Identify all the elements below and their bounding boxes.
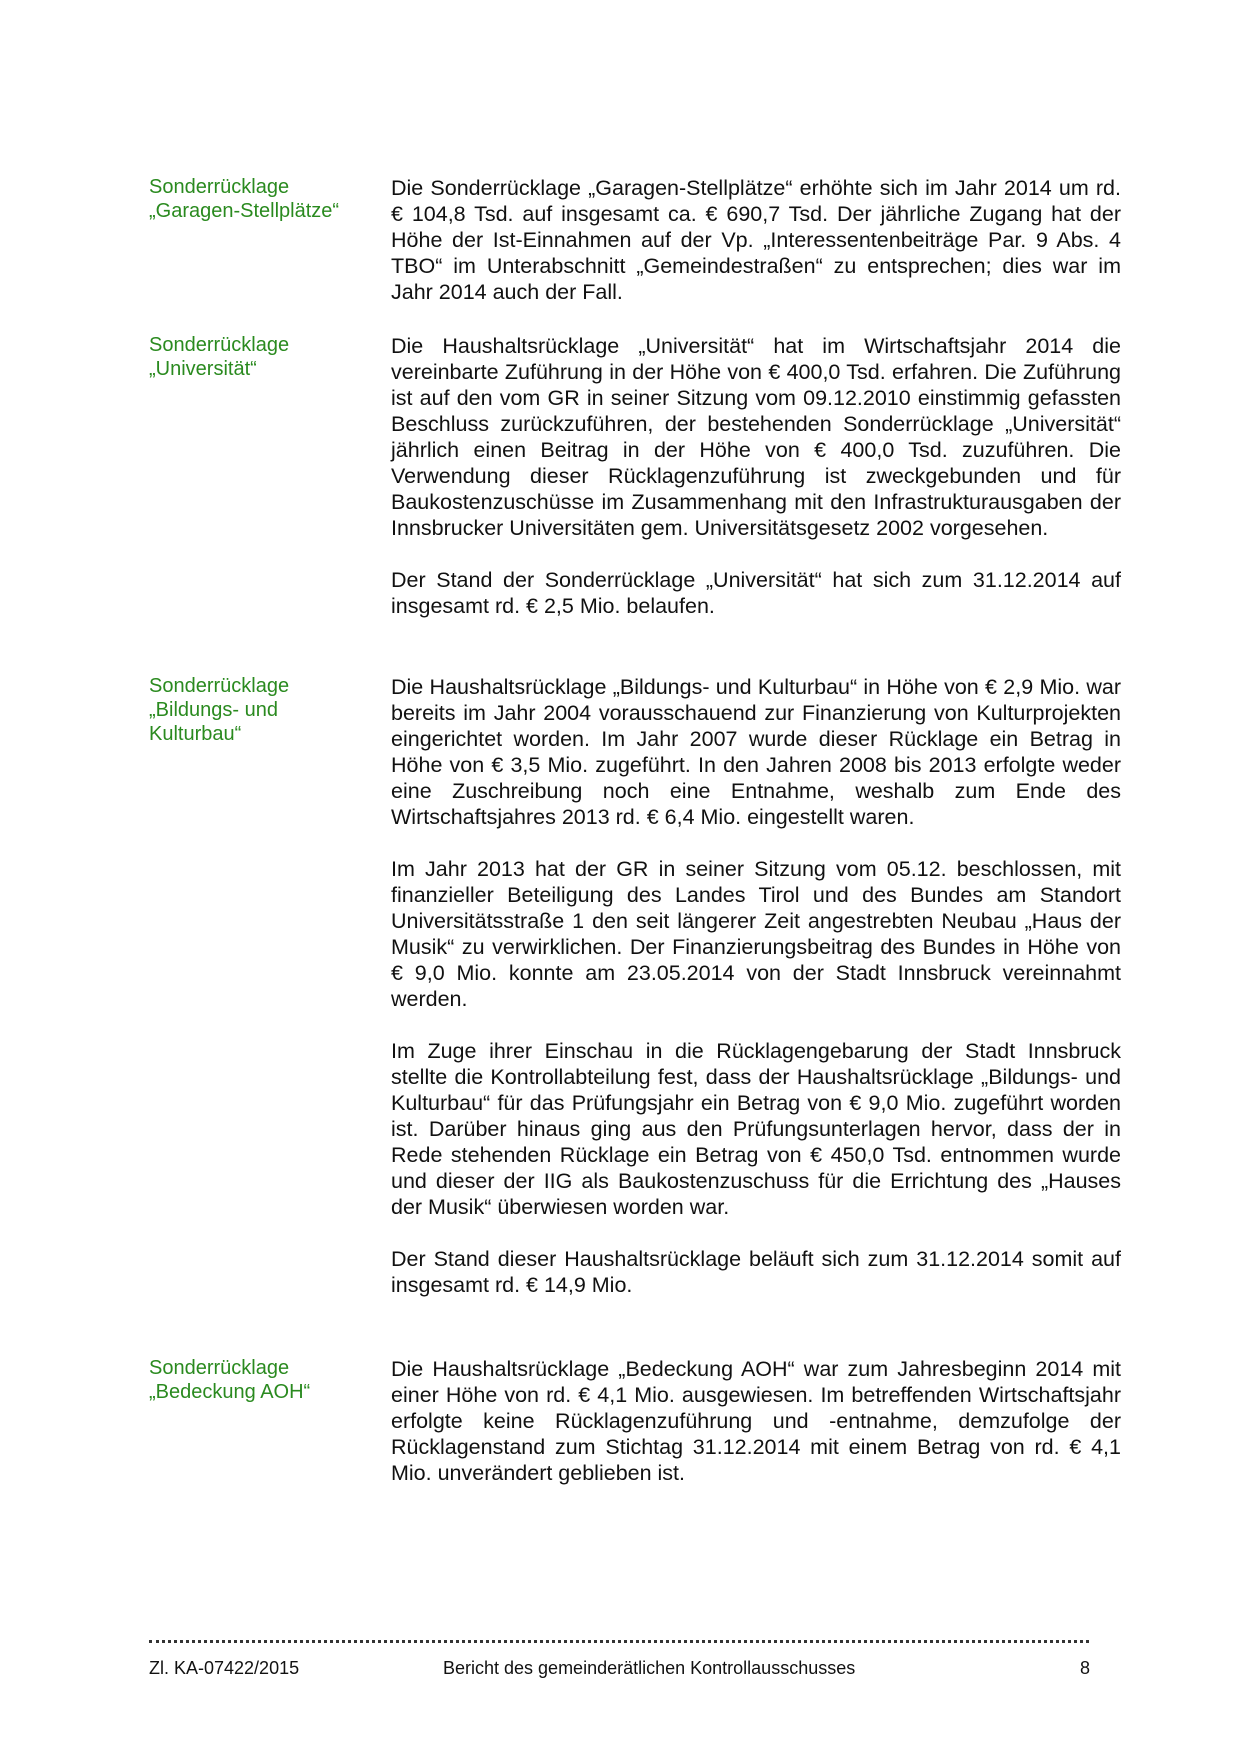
paragraph: Die Haushaltsrücklage „Bildungs- und Kulturbau“ in Höhe von € 2,9 Mio. war bereits im Jahr 2004 vorausschauend zur Finanzierung von Kulturprojekten eingerichtet worden. Im Jahr 2007 wurde dieser Rücklage ein Betrag in Höhe von € 3,5 Mio. zugeführt. In den Jahren 2008 bis 2013 erfolgte weder eine Zuschreibung noch eine Entnahme, weshalb zum Ende des Wirtschaftsjahres 2013 rd. € 6,4 Mio. eingestellt waren. — [391, 675, 1121, 829]
paragraph: Der Stand dieser Haushaltsrücklage beläuft sich zum 31.12.2014 somit auf insgesamt rd. € 14,9 Mio. — [391, 1247, 1121, 1297]
section-label-line: Kulturbau“ — [149, 723, 242, 745]
section-label-line: Sonderrücklage — [149, 176, 290, 198]
section-body — [391, 1356, 1121, 1486]
footer-divider — [149, 1640, 1089, 1643]
section-label — [149, 333, 359, 381]
paragraph: Der Stand der Sonderrücklage „Universität“ hat sich zum 31.12.2014 auf insgesamt rd. € 2,5 Mio. belaufen. — [391, 568, 1121, 618]
section-body — [391, 175, 1121, 305]
paragraph: Die Sonderrücklage „Garagen-Stellplätze“ erhöhte sich im Jahr 2014 um rd. € 104,8 Tsd. auf insgesamt ca. € 690,7 Tsd. Der jährliche Zugang hat der Höhe der Ist-Einnahmen auf der Vp. „Interessentenbeiträge Par. 9 Abs. 4 TBO“ im Unterabschnitt „Gemeindestraßen“ zu entsprechen; dies war im Jahr 2014 auch der Fall. — [391, 176, 1121, 304]
page-number: 8 — [1079, 1658, 1090, 1678]
section-label-line: Sonderrücklage — [149, 1357, 290, 1379]
paragraph: Im Jahr 2013 hat der GR in seiner Sitzung vom 05.12. beschlossen, mit finanzieller Beteiligung des Landes Tirol und des Bundes am Standort Universitätsstraße 1 den seit längerer Zeit angestrebten Neubau „Haus der Musik“ zu verwirklichen. Der Finanzierungsbeitrag des Bundes in Höhe von € 9,0 Mio. konnte am 23.05.2014 von der Stadt Innsbruck vereinnahmt werden. — [391, 857, 1121, 1011]
section-label — [149, 1356, 359, 1404]
paragraph: Die Haushaltsrücklage „Universität“ hat im Wirtschaftsjahr 2014 die vereinbarte Zuführung in der Höhe von € 400,0 Tsd. erfahren. Die Zuführung ist auf den vom GR in seiner Sitzung vom 09.12.2010 einstimmig gefassten Beschluss zurückzuführen, der bestehenden Sonderrücklage „Universität“ jährlich einen Beitrag in der Höhe von € 400,0 Tsd. zuzuführen. Die Verwendung dieser Rücklagenzuführung ist zweckgebunden und für Baukostenzuschüsse im Zusammenhang mit den Infrastrukturausgaben der Innsbrucker Universitäten gem. Universitätsgesetz 2002 vorgesehen. — [391, 334, 1121, 540]
section-label-line: Sonderrücklage — [149, 675, 290, 697]
section-label — [149, 175, 359, 223]
section-body — [391, 674, 1121, 1298]
section-body — [391, 333, 1121, 619]
section-label-line: „Garagen-Stellplätze“ — [149, 200, 340, 222]
section-label — [149, 674, 359, 746]
section-label-line: „Bedeckung AOH“ — [149, 1381, 311, 1403]
section-label-line: „Universität“ — [149, 358, 257, 380]
footer-title: Bericht des gemeinderätlichen Kontrollausschusses — [443, 1658, 856, 1678]
section-label-line: Sonderrücklage — [149, 334, 290, 356]
footer-reference: Zl. KA-07422/2015 — [149, 1658, 300, 1678]
paragraph: Im Zuge ihrer Einschau in die Rücklagengebarung der Stadt Innsbruck stellte die Kontrollabteilung fest, dass der Haushaltsrücklage „Bildungs- und Kulturbau“ für das Prüfungsjahr ein Betrag von € 9,0 Mio. zugeführt worden ist. Darüber hinaus ging aus den Prüfungsunterlagen hervor, dass der in Rede stehenden Rücklage ein Betrag von € 450,0 Tsd. entnommen wurde und dieser der IIG als Baukostenzuschuss für die Errichtung des „Hauses der Musik“ überwiesen worden war. — [391, 1039, 1121, 1219]
paragraph: Die Haushaltsrücklage „Bedeckung AOH“ war zum Jahresbeginn 2014 mit einer Höhe von rd. € 4,1 Mio. ausgewiesen. Im betreffenden Wirtschaftsjahr erfolgte keine Rücklagenzuführung und -entnahme, demzufolge der Rücklagenstand zum Stichtag 31.12.2014 mit einem Betrag von rd. € 4,1 Mio. unverändert geblieben ist. — [391, 1357, 1121, 1485]
section-label-line: „Bildungs- und — [149, 699, 278, 721]
